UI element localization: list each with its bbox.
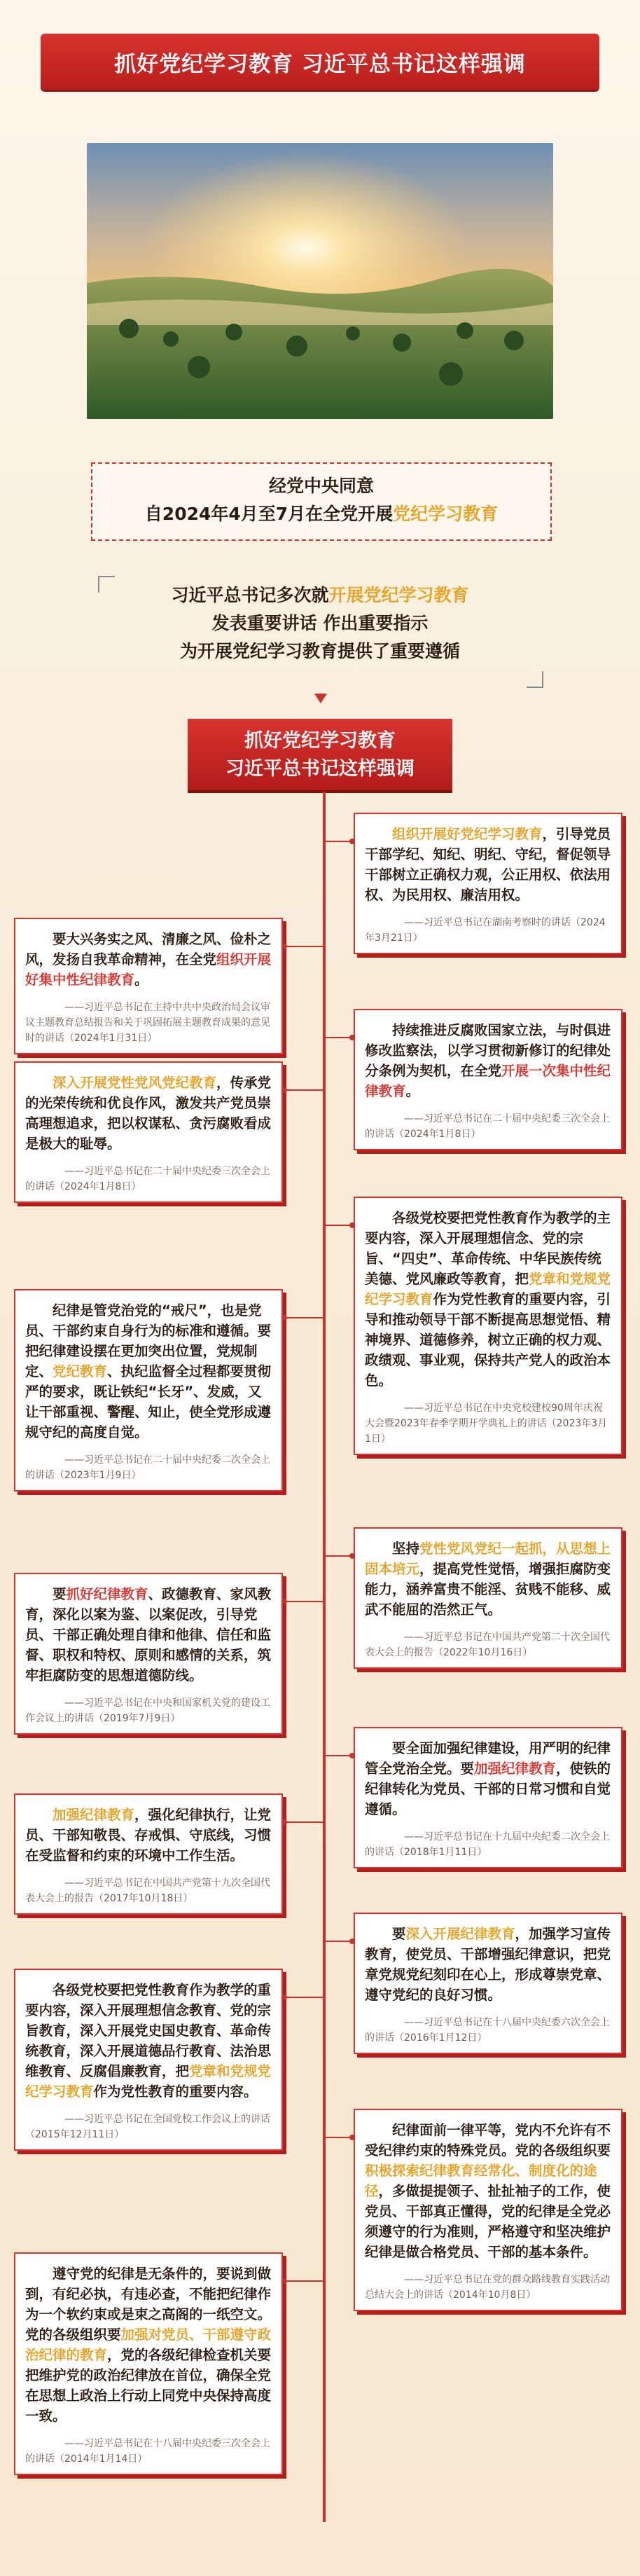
quote-highlight: 党纪教育 <box>53 1363 108 1379</box>
timeline-dot <box>281 1995 287 2000</box>
quote-segment: 要 <box>53 1586 67 1602</box>
timeline-dot <box>349 1035 355 1040</box>
quote-segment: 遵守党的纪律是无条件的，要说到做到，有纪必执，有违必查，不能把纪律作为一个软约束或是束之高阁的一纸空文。党的各级组织要 <box>25 2266 272 2343</box>
left-quote-card <box>14 1969 283 2151</box>
intro2-line-1-highlight: 开展党纪学习教育 <box>328 585 469 605</box>
quote-source: ——习近平总书记在全国党校工作会议上的讲话（2015年12月11日） <box>25 2114 270 2140</box>
quote-source: ——习近平总书记在中国共产党第十九次全国代表大会上的报告（2017年10月18日） <box>25 1878 270 1904</box>
timeline-dot <box>281 1819 287 1825</box>
timeline-connector <box>283 1997 323 1998</box>
quote-segment: ，传承党的光荣传统和优良作风，激发共产党员崇高理想追求，把以权谋私、贪污腐败看成是极大的耻辱。 <box>25 1075 272 1152</box>
left-quote-card <box>14 918 283 1054</box>
quote-source: ——习近平总书记在党的群众路线教育实践活动总结大会上的讲话（2014年10月8日） <box>365 2274 610 2301</box>
quote-highlight: 抓好纪律教育 <box>66 1586 148 1602</box>
quote-text <box>365 1020 611 1101</box>
quote-text <box>25 1300 272 1442</box>
intro-box <box>91 462 552 541</box>
intro-line-1: 经党中央同意 <box>268 476 374 496</box>
quote-segment: 作为党性教育的重要内容。 <box>93 2083 258 2100</box>
left-quote-card <box>14 2252 283 2475</box>
quote-source: ——习近平总书记在湖南考察时的讲话（2024年3月21日） <box>365 917 606 944</box>
timeline-dot <box>349 839 355 844</box>
timeline-dot <box>281 1315 287 1321</box>
quote-segment: 要全面加强纪律建设，用严明的纪律管全党治全党。要 <box>365 1740 611 1777</box>
subtitle-line-1: 抓好党纪学习教育 <box>244 730 396 752</box>
quote-segment: 要大兴务实之风、清廉之风、俭朴之风，发扬自我革命精神，在全党 <box>25 931 272 967</box>
timeline-dot <box>349 1553 355 1559</box>
timeline-dot <box>349 1753 355 1758</box>
sunrise-landscape-photo <box>87 143 553 419</box>
quote-source: ——习近平总书记在中央和国家机关党的建设工作会议上的讲话（2019年7月9日） <box>25 1697 270 1724</box>
timeline-connector <box>283 1601 323 1602</box>
quote-segment: ，引导党员干部学纪、知纪、明纪、守纪，督促领导干部树立正确权力观，公正用权、依法用权、为民用权、廉洁用权。 <box>365 826 611 903</box>
quote-highlight: 深入开展党性党风党纪教育 <box>53 1075 217 1091</box>
right-quote-card <box>354 1009 622 1150</box>
quote-source: ——习近平总书记在十八届中央纪委三次全会上的讲话（2014年1月14日） <box>25 2438 270 2465</box>
quote-highlight: 加强纪律教育 <box>53 1807 135 1823</box>
quote-text <box>365 824 611 905</box>
left-quote-card <box>14 1061 283 1203</box>
intro2-line-1 <box>105 581 535 609</box>
quote-source: ——习近平总书记在中国共产党第二十次全国代表大会上的报告（2022年10月16日） <box>365 1632 610 1658</box>
quote-segment: ，多做提提领子、扯扯袖子的工作，使党员、干部真正懂得，党的纪律是全党必须遵守的行为准则，严格遵守和坚决维护纪律是做合格党员、干部的基本条件。 <box>365 2183 611 2260</box>
intro2-line-1-text: 习近平总书记多次就 <box>171 585 329 605</box>
timeline-connector <box>283 2280 323 2282</box>
right-quote-card <box>354 1913 622 2054</box>
quote-source: ——习近平总书记在十九届中央纪委二次全会上的讲话（2018年1月11日） <box>365 1831 610 1858</box>
quote-text <box>25 1805 272 1866</box>
timeline-dot <box>349 1938 355 1944</box>
intro2-line-2: 发表重要讲话 作出重要指示 <box>211 613 429 633</box>
quote-highlight: 加强对党员、干部遵守政治纪律的教育 <box>25 2327 272 2363</box>
quote-source: ——习近平总书记在十八届中央纪委六次全会上的讲话（2016年1月12日） <box>365 2017 610 2044</box>
quote-text <box>365 1738 611 1819</box>
left-quote-card <box>14 1289 283 1492</box>
right-quote-card <box>354 1727 622 1868</box>
quote-highlight: 组织开展好集中性纪律教育 <box>25 951 272 988</box>
quote-source: ——习近平总书记在二十届中央纪委三次全会上的讲话（2024年1月8日） <box>365 1113 610 1140</box>
quote-text <box>365 2120 611 2262</box>
quote-segment: 持续推进反腐败国家立法，与时俱进修改监察法，以学习贯彻新修订的纪律处分条例为契机，在全党 <box>365 1022 611 1079</box>
quote-segment: 纪律是管党治党的“戒尺”，也是党员、干部约束自身行为的标准和遵循。要把纪律建设摆在更加突出位置，党规制定、 <box>25 1302 272 1379</box>
page-title: 抓好党纪学习教育 习近平总书记这样强调 <box>41 34 599 90</box>
timeline-connector <box>283 1317 323 1318</box>
quote-source: ——习近平总书记在二十届中央纪委三次全会上的讲话（2024年1月8日） <box>25 1166 270 1192</box>
timeline-connector <box>283 946 323 947</box>
quote-source: ——习近平总书记在二十届中央纪委二次全会上的讲话（2023年1月9日） <box>25 1454 270 1481</box>
quote-highlight: 党性党风党纪一起抓，从思想上固本培元 <box>365 1541 611 1577</box>
left-quote-card <box>14 1793 283 1915</box>
quote-source: ——习近平总书记在中央党校建校90周年庆祝大会暨2023年春季学期开学典礼上的讲话（2023年3月1日） <box>365 1403 608 1445</box>
right-quote-card <box>354 2109 622 2311</box>
quote-highlight: 党章和党规党纪学习教育 <box>25 2063 272 2100</box>
quote-text <box>25 929 272 990</box>
quote-source: ——习近平总书记在主持中共中央政治局会议审议主题教育总结报告和关于巩固拓展主题教育成果的意见时的讲话（2024年1月31日） <box>25 1002 270 1044</box>
section-subtitle <box>188 719 452 790</box>
quote-segment: ，强化纪律执行，让党员、干部知敬畏、存戒惧、守底线，习惯在受监督和约束的环境中工作生活。 <box>25 1807 272 1864</box>
intro-line-2-highlight: 党纪学习教育 <box>393 504 499 524</box>
quote-segment: ，党的各级纪律检查机关要把维护党的政治纪律放在首位，确保全党在思想上政治上行动上同党中央保持高度一致。 <box>25 2347 272 2424</box>
quote-segment: 纪律面前一律平等，党内不允许有不受纪律约束的特殊党员。党的各级组织要 <box>365 2122 611 2158</box>
quote-text <box>25 2264 272 2426</box>
timeline-line <box>323 792 326 2522</box>
quote-segment: 各级党校要把党性教育作为教学的主要内容，深入开展理想信念、党的宗旨、“四史”、革命传统、中华民族传统美德、党风廉政等教育，把 <box>365 1210 611 1287</box>
quote-highlight: 加强纪律教育 <box>474 1761 557 1777</box>
quote-segment: 各级党校要把党性教育作为教学的重要内容，深入开展理想信念教育、党的宗旨教育，深入开展党史国史教育、革命传统教育，深入开展道德品行教育、法治思维教育、反腐倡廉教育，把 <box>25 1982 272 2079</box>
quote-segment: 、执纪监督全过程都要贯彻严的要求，既让铁纪“长牙”、发威，又让干部重视、警醒、知止，使全党形成遵规守纪的高度自觉。 <box>25 1363 272 1440</box>
quote-segment: 。 <box>134 972 148 988</box>
intro2-line-3: 为开展党纪学习教育提供了重要遵循 <box>179 641 460 661</box>
timeline-connector <box>283 1821 323 1823</box>
right-quote-card <box>354 813 622 954</box>
right-quote-card <box>354 1197 622 1455</box>
quote-text <box>25 1584 272 1686</box>
quote-segment: ，使铁的纪律转化为党员、干部的日常习惯和自觉遵循。 <box>365 1761 611 1817</box>
right-quote-card <box>354 1527 622 1669</box>
timeline-dot <box>281 1087 287 1093</box>
timeline-dot <box>281 944 287 949</box>
arrow-down-icon <box>314 694 327 703</box>
quote-segment: 要 <box>392 1926 406 1942</box>
quote-segment: 、政德教育、家风教育，深化以案为鉴、以案促改，引导党员、干部正确处理自律和他律、信任和监督、职权和特权、原则和感情的关系，筑牢拒腐防变的思想道德防线。 <box>25 1586 272 1683</box>
timeline-dot <box>349 2135 355 2140</box>
quote-text <box>365 1538 611 1620</box>
quote-text <box>365 1208 611 1391</box>
quote-segment: ，提高党性觉悟，增强拒腐防变能力，涵养富贵不能淫、贫贱不能移、威武不能屈的浩然正气。 <box>365 1561 611 1618</box>
corner-mark-top-left <box>98 576 115 593</box>
left-quote-card <box>14 1573 283 1735</box>
quote-segment: ，加强学习宣传教育，使党员、干部增强纪律意识，把党章党规党纪刻印在心上，形成尊崇党章、遵守党纪的良好习惯。 <box>365 1926 611 2003</box>
quote-segment: 作为党性教育的重要内容，引导和推动领导干部不断提高思想觉悟、精神境界、道德修养，树立正确的权力观、政绩观、事业观，保持共产党人的政治本色。 <box>365 1291 611 1389</box>
subtitle-line-2: 习近平总书记这样强调 <box>225 758 415 780</box>
intro-line-2 <box>92 500 550 528</box>
quote-highlight: 党章和党规党纪学习教育 <box>365 1271 611 1307</box>
quote-segment: 。 <box>405 1083 420 1099</box>
intro-line-2-text: 自2024年4月至7月在全党开展 <box>144 504 394 524</box>
quote-segment: 坚持 <box>392 1541 420 1557</box>
quote-text <box>25 1980 272 2102</box>
quote-text <box>365 1924 611 2005</box>
corner-mark-bottom-right <box>527 671 543 688</box>
intro-statement <box>105 581 535 680</box>
timeline-dot <box>349 1222 355 1228</box>
quote-highlight: 深入开展纪律教育 <box>405 1926 515 1942</box>
timeline-connector <box>283 1089 323 1091</box>
quote-highlight: 开展一次集中性纪律教育 <box>365 1063 611 1099</box>
quote-text <box>25 1073 272 1154</box>
timeline-dot <box>281 2278 287 2284</box>
quote-highlight: 积极探索纪律教育经常化、制度化的途径 <box>365 2163 597 2199</box>
quote-highlight: 组织开展好党纪学习教育 <box>392 826 543 842</box>
timeline-dot <box>281 1599 287 1604</box>
